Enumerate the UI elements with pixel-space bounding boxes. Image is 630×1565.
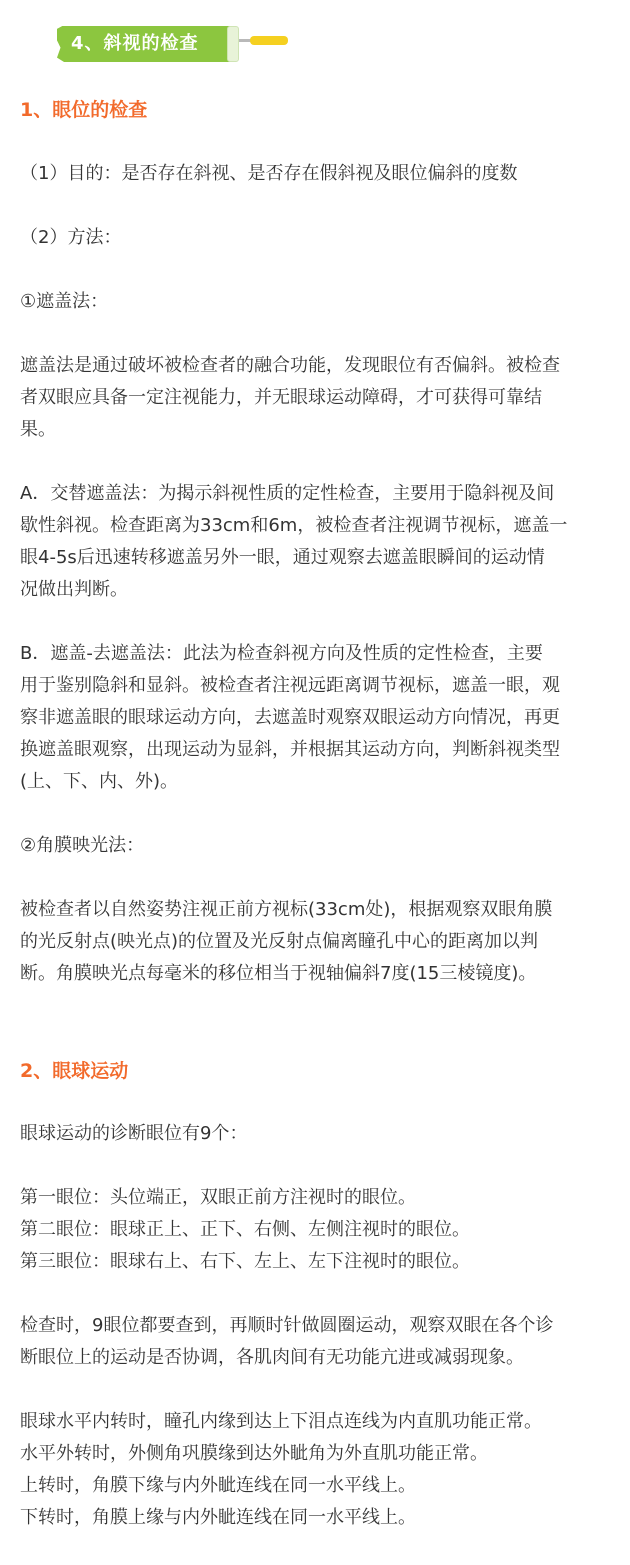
cover-test-heading: ①遮盖法： (20, 291, 109, 312)
text-line: 歇性斜视。检查距离为33cm和6m，被检查者注视调节视标，遮盖一 (20, 515, 568, 536)
paint-roller-handle (250, 36, 288, 45)
list-item: 第三眼位：眼球右上、右下、左上、左下注视时的眼位。 (20, 1251, 470, 1272)
text-line: 察非遮盖眼的眼球运动方向，去遮盖时观察双眼运动方向情况，再更 (20, 707, 560, 728)
diagnostic-positions-intro: 眼球运动的诊断眼位有9个： (20, 1123, 248, 1144)
text-line: 眼球水平内转时，瞳孔内缘到达上下泪点连线为内直肌功能正常。 (20, 1411, 542, 1432)
text-line: 检查时，9眼位都要查到，再顺时针做圆圈运动，观察双眼在各个诊 (20, 1315, 554, 1336)
eye-positions-list (20, 1182, 620, 1278)
cover-test-intro (20, 350, 620, 446)
banner-title: 4、斜视的检查 (71, 33, 199, 54)
corneal-reflex-paragraph (20, 894, 620, 990)
text-line: 用于鉴别隐斜和显斜。被检查者注视远距离调节视标，遮盖一眼，观 (20, 675, 560, 696)
text-line: 上转时，角膜下缘与内外眦连线在同一水平线上。 (20, 1475, 416, 1496)
section-title-eye-position: 1、眼位的检查 (20, 99, 148, 121)
muscle-function-paragraph (20, 1406, 620, 1534)
text-line: B．遮盖-去遮盖法：此法为检查斜视方向及性质的定性检查，主要 (20, 643, 543, 664)
method-heading: （2）方法： (20, 227, 122, 248)
purpose-text: （1）目的：是否存在斜视、是否存在假斜视及眼位偏斜的度数 (20, 163, 518, 184)
text-line: (上、下、内、外)。 (20, 771, 179, 792)
text-line: A．交替遮盖法：为揭示斜视性质的定性检查，主要用于隐斜视及间 (20, 483, 555, 504)
text-line: 下转时，角膜上缘与内外眦连线在同一水平线上。 (20, 1507, 416, 1528)
text-line: 果。 (20, 419, 56, 440)
text-line: 被检查者以自然姿势注视正前方视标(33cm处)，根据观察双眼角膜 (20, 899, 553, 920)
text-line: 者双眼应具备一定注视能力，并无眼球运动障碍，才可获得可靠结 (20, 387, 542, 408)
text-line: 换遮盖眼观察，出现运动为显斜，并根据其运动方向，判断斜视类型 (20, 739, 560, 760)
text-line: 况做出判断。 (20, 579, 128, 600)
text-line: 断眼位上的运动是否协调，各肌肉间有无功能亢进或减弱现象。 (20, 1347, 524, 1368)
text-line: 遮盖法是通过破坏被检查者的融合功能，发现眼位有否偏斜。被检查 (20, 355, 560, 376)
list-item: 第二眼位：眼球正上、正下、右侧、左侧注视时的眼位。 (20, 1219, 470, 1240)
corneal-reflex-heading: ②角膜映光法： (20, 835, 145, 856)
text-line: 水平外转时，外侧角巩膜缘到达外眦角为外直肌功能正常。 (20, 1443, 488, 1464)
text-line: 断。角膜映光点每毫米的移位相当于视轴偏斜7度(15三棱镜度)。 (20, 963, 537, 984)
text-line: 眼4-5s后迅速转移遮盖另外一眼，通过观察去遮盖眼瞬间的运动情 (20, 547, 545, 568)
section-banner (57, 26, 289, 66)
examination-paragraph (20, 1310, 620, 1374)
paint-roller-icon (227, 26, 239, 62)
alternate-cover-paragraph (20, 478, 620, 606)
cover-uncover-paragraph (20, 638, 620, 798)
section-title-eye-movement: 2、眼球运动 (20, 1060, 129, 1082)
text-line: 的光反射点(映光点)的位置及光反射点偏离瞳孔中心的距离加以判 (20, 931, 539, 952)
list-item: 第一眼位：头位端正，双眼正前方注视时的眼位。 (20, 1187, 416, 1208)
